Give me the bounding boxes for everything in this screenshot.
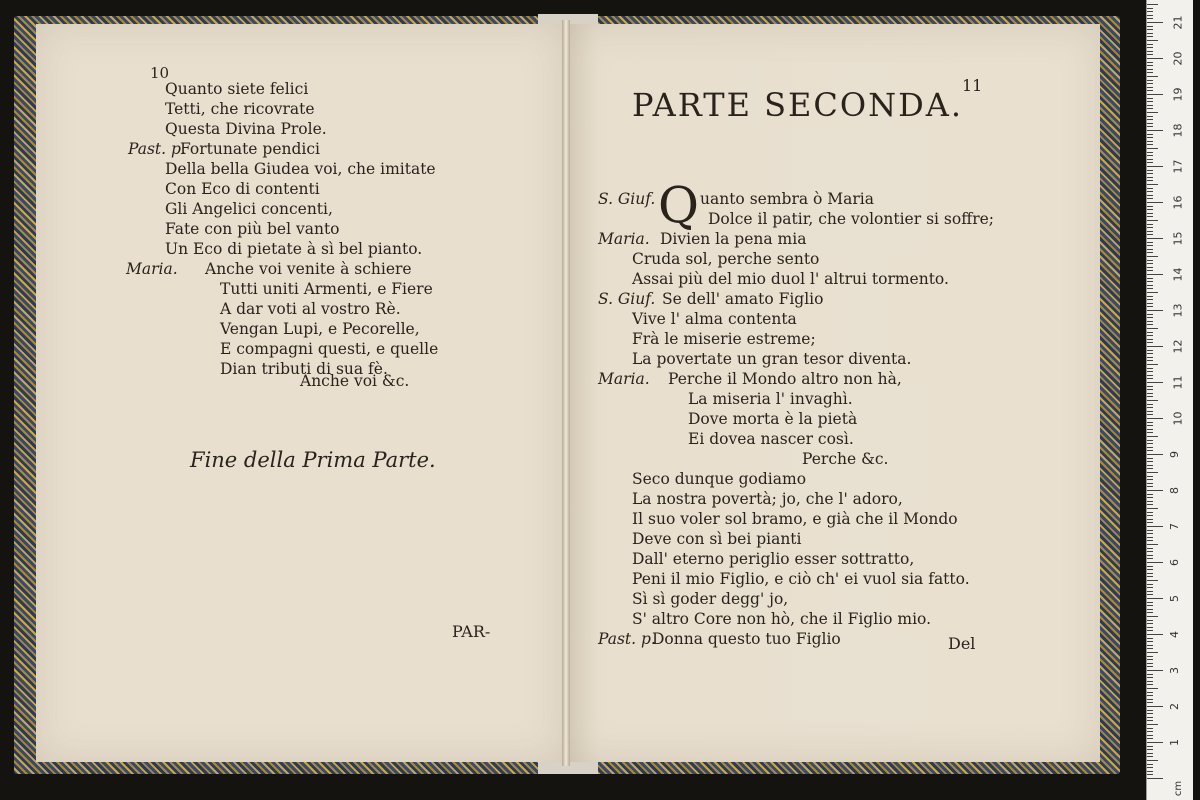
ruler-tick xyxy=(1147,537,1153,538)
ruler-tick xyxy=(1147,209,1153,210)
ruler-tick xyxy=(1147,551,1153,552)
right-page-number: 11 xyxy=(962,76,983,95)
ruler-tick xyxy=(1147,378,1153,379)
ruler-tick xyxy=(1147,126,1153,127)
ruler-tick xyxy=(1147,375,1153,376)
ruler-tick xyxy=(1147,476,1153,477)
verse-line: E compagni questi, e quelle xyxy=(220,340,439,358)
ruler-tick xyxy=(1147,461,1153,462)
verse-line: Sì sì goder degg' jo, xyxy=(632,590,789,608)
ruler-tick xyxy=(1147,612,1153,613)
ruler-label: 15 xyxy=(1171,231,1185,246)
ruler-tick xyxy=(1147,357,1153,358)
ruler-tick xyxy=(1147,573,1153,574)
ruler-tick xyxy=(1147,479,1153,480)
ruler-tick xyxy=(1147,33,1153,34)
verse-line: Della bella Giudea voi, che imitate xyxy=(165,160,436,178)
ruler-tick xyxy=(1147,40,1158,41)
ruler-label: 10 xyxy=(1171,411,1185,426)
ruler-tick xyxy=(1147,371,1153,372)
ruler-tick xyxy=(1147,634,1163,635)
ruler-label: 1 xyxy=(1168,739,1181,746)
ruler-tick xyxy=(1147,508,1158,509)
ruler-tick xyxy=(1147,602,1153,603)
ruler-tick xyxy=(1147,267,1153,268)
speaker-label: Past. p. xyxy=(128,140,186,158)
ruler-tick xyxy=(1147,303,1153,304)
ruler-tick xyxy=(1147,659,1153,660)
ruler-label: 17 xyxy=(1171,159,1185,174)
ruler-tick xyxy=(1147,213,1153,214)
ruler-tick xyxy=(1147,321,1153,322)
speaker-label: S. Giuf. xyxy=(598,190,656,208)
ruler-tick xyxy=(1147,490,1163,491)
ruler-tick xyxy=(1147,540,1153,541)
verse-line: Perche il Mondo altro non hà, xyxy=(668,370,902,388)
ruler-tick xyxy=(1147,188,1153,189)
verse-line: Dian tributi di sua fè. xyxy=(220,360,388,378)
left-page-number: 10 xyxy=(150,64,170,82)
verse-line: Anche voi venite à schiere xyxy=(205,260,412,278)
ruler-tick xyxy=(1147,353,1153,354)
verse-line: Frà le miserie estreme; xyxy=(632,330,816,348)
ruler-tick xyxy=(1147,292,1158,293)
ruler-tick xyxy=(1147,134,1153,135)
ruler-tick xyxy=(1147,335,1153,336)
verse-line: Dolce il patir, che volontier si soffre; xyxy=(708,210,995,228)
verse-line: Deve con sì bei pianti xyxy=(632,530,802,548)
ruler-tick xyxy=(1147,278,1153,279)
ruler-tick xyxy=(1147,468,1153,469)
ruler-tick xyxy=(1147,605,1153,606)
ruler-tick xyxy=(1147,112,1158,113)
ruler-tick xyxy=(1147,544,1158,545)
ruler-tick xyxy=(1147,130,1163,131)
ruler-tick xyxy=(1147,288,1153,289)
ruler-tick xyxy=(1147,623,1153,624)
ruler-tick xyxy=(1147,260,1153,261)
ruler-tick xyxy=(1147,674,1153,675)
ruler-tick xyxy=(1147,472,1158,473)
ruler-label: 19 xyxy=(1171,87,1185,102)
ruler-label: 6 xyxy=(1168,559,1181,566)
ruler-tick xyxy=(1147,69,1153,70)
ruler-tick xyxy=(1147,29,1153,30)
ruler-tick xyxy=(1147,155,1153,156)
ruler-tick xyxy=(1147,728,1153,729)
section-heading: PARTE SECONDA. xyxy=(632,86,964,124)
ruler-tick xyxy=(1147,594,1153,595)
ruler-tick xyxy=(1147,742,1163,743)
verse-line: Assai più del mio duol l' altrui tormento. xyxy=(632,270,949,288)
speaker-label: Maria. xyxy=(598,230,650,248)
ruler-tick xyxy=(1147,584,1153,585)
ruler-tick xyxy=(1147,407,1153,408)
ruler-tick xyxy=(1147,238,1163,239)
ruler-tick xyxy=(1147,105,1153,106)
ruler-label: 12 xyxy=(1171,339,1185,354)
speaker-label: Past. p. xyxy=(598,630,656,648)
ruler-tick xyxy=(1147,569,1153,570)
verse-line: Vengan Lupi, e Pecorelle, xyxy=(220,320,420,338)
ruler-tick xyxy=(1147,22,1163,23)
ruler-tick xyxy=(1147,332,1153,333)
ruler-tick xyxy=(1147,339,1153,340)
ruler-tick xyxy=(1147,724,1158,725)
left-catchword: PAR- xyxy=(452,622,491,641)
ruler-tick xyxy=(1147,98,1153,99)
ruler-tick xyxy=(1147,692,1153,693)
ruler-tick xyxy=(1147,648,1153,649)
ruler-label: 8 xyxy=(1168,487,1181,494)
ruler-tick xyxy=(1147,4,1158,5)
ruler-tick xyxy=(1147,756,1153,757)
ruler-tick xyxy=(1147,87,1153,88)
verse-line: La nostra povertà; jo, che l' adoro, xyxy=(632,490,903,508)
verse-line: Anche voi &c. xyxy=(300,372,410,390)
ruler-tick xyxy=(1147,483,1153,484)
ruler-tick xyxy=(1147,18,1153,19)
ruler-tick xyxy=(1147,173,1153,174)
ruler-tick xyxy=(1147,224,1153,225)
ruler-tick xyxy=(1147,227,1153,228)
ruler-tick xyxy=(1147,242,1153,243)
ruler-tick xyxy=(1147,486,1153,487)
ruler-tick xyxy=(1147,580,1158,581)
verse-line: La povertate un gran tesor diventa. xyxy=(632,350,912,368)
ruler-tick xyxy=(1147,123,1153,124)
part-closing: Fine della Prima Parte. xyxy=(190,448,436,472)
ruler-tick xyxy=(1147,526,1163,527)
drop-cap: Q xyxy=(658,176,699,234)
ruler-tick xyxy=(1147,465,1153,466)
verse-line: Cruda sol, perche sento xyxy=(632,250,820,268)
ruler-tick xyxy=(1147,198,1153,199)
ruler-tick xyxy=(1147,566,1153,567)
ruler-tick xyxy=(1147,72,1153,73)
ruler-tick xyxy=(1147,731,1153,732)
ruler-tick xyxy=(1147,609,1153,610)
verse-line: La miseria l' invaghì. xyxy=(688,390,853,408)
ruler-label: 7 xyxy=(1168,523,1181,530)
verse-line: Con Eco di contenti xyxy=(165,180,320,198)
ruler-tick xyxy=(1147,108,1153,109)
ruler-label: 18 xyxy=(1171,123,1185,138)
ruler-tick xyxy=(1147,738,1153,739)
ruler-tick xyxy=(1147,94,1163,95)
ruler-tick xyxy=(1147,389,1153,390)
ruler-tick xyxy=(1147,591,1153,592)
ruler-tick xyxy=(1147,450,1153,451)
ruler-tick xyxy=(1147,191,1153,192)
ruler-tick xyxy=(1147,162,1153,163)
ruler-tick xyxy=(1147,515,1153,516)
ruler-tick xyxy=(1147,720,1153,721)
ruler-tick xyxy=(1147,760,1158,761)
ruler-tick xyxy=(1147,558,1153,559)
ruler-tick xyxy=(1147,15,1153,16)
ruler-tick xyxy=(1147,386,1153,387)
ruler-tick xyxy=(1147,144,1153,145)
ruler-tick xyxy=(1147,101,1153,102)
ruler-tick xyxy=(1147,414,1153,415)
ruler-tick xyxy=(1147,497,1153,498)
ruler-tick xyxy=(1147,681,1153,682)
ruler-tick xyxy=(1147,713,1153,714)
speaker-label: Maria. xyxy=(126,260,178,278)
ruler-tick xyxy=(1147,630,1153,631)
ruler-tick xyxy=(1147,274,1163,275)
ruler-tick xyxy=(1147,422,1153,423)
ruler-label: 13 xyxy=(1171,303,1185,318)
ruler-tick xyxy=(1147,702,1153,703)
ruler-tick xyxy=(1147,148,1158,149)
ruler-tick xyxy=(1147,749,1153,750)
ruler-tick xyxy=(1147,753,1153,754)
ruler-tick xyxy=(1147,454,1163,455)
ruler-tick xyxy=(1147,429,1153,430)
ruler-tick xyxy=(1147,324,1153,325)
ruler-tick xyxy=(1147,396,1153,397)
ruler-tick xyxy=(1147,141,1153,142)
ruler-tick xyxy=(1147,51,1153,52)
ruler-tick xyxy=(1147,443,1153,444)
ruler-tick xyxy=(1147,666,1153,667)
ruler-tick xyxy=(1147,735,1153,736)
ruler-tick xyxy=(1147,195,1153,196)
ruler-tick xyxy=(1147,270,1153,271)
ruler-tick xyxy=(1147,346,1163,347)
verse-line: Questa Divina Prole. xyxy=(165,120,327,138)
ruler-label: 11 xyxy=(1171,375,1185,390)
ruler-tick xyxy=(1147,620,1153,621)
ruler-tick xyxy=(1147,616,1158,617)
ruler-label: 2 xyxy=(1168,703,1181,710)
ruler-tick xyxy=(1147,306,1153,307)
ruler-tick xyxy=(1147,425,1153,426)
ruler-tick xyxy=(1147,382,1163,383)
ruler-tick xyxy=(1147,670,1163,671)
verse-line: Un Eco di pietate à sì bel pianto. xyxy=(165,240,423,258)
ruler-tick xyxy=(1147,350,1153,351)
ruler-tick xyxy=(1147,26,1153,27)
verse-line: Dove morta è la pietà xyxy=(688,410,858,428)
verse-line: Tetti, che ricovrate xyxy=(165,100,315,118)
book-gutter xyxy=(562,20,570,766)
ruler-tick xyxy=(1147,83,1153,84)
ruler-tick xyxy=(1147,252,1153,253)
ruler-tick xyxy=(1147,717,1153,718)
ruler-tick xyxy=(1147,656,1153,657)
ruler-tick xyxy=(1147,116,1153,117)
ruler-tick xyxy=(1147,641,1153,642)
ruler-tick xyxy=(1147,627,1153,628)
ruler-tick xyxy=(1147,447,1153,448)
ruler-tick xyxy=(1147,530,1153,531)
verse-line: Gli Angelici concenti, xyxy=(165,200,333,218)
verse-line: Divien la pena mia xyxy=(660,230,807,248)
verse-line: Seco dunque godiamo xyxy=(632,470,807,488)
ruler-tick xyxy=(1147,548,1153,549)
ruler-tick xyxy=(1147,404,1153,405)
ruler-tick xyxy=(1147,458,1153,459)
ruler-tick xyxy=(1147,688,1158,689)
ruler-tick xyxy=(1147,778,1163,779)
verse-line: A dar voti al vostro Rè. xyxy=(220,300,401,318)
ruler-label: 21 xyxy=(1171,15,1185,30)
ruler-tick xyxy=(1147,555,1153,556)
ruler-tick xyxy=(1147,645,1153,646)
ruler-tick xyxy=(1147,76,1158,77)
speaker-label: Maria. xyxy=(598,370,650,388)
ruler-tick xyxy=(1147,562,1163,563)
ruler-tick xyxy=(1147,638,1153,639)
ruler-tick xyxy=(1147,764,1153,765)
ruler-tick xyxy=(1147,47,1153,48)
verse-line: Ei dovea nascer così. xyxy=(688,430,854,448)
ruler-tick xyxy=(1147,501,1153,502)
ruler-tick xyxy=(1147,234,1153,235)
ruler-tick xyxy=(1147,137,1153,138)
ruler-tick xyxy=(1147,418,1163,419)
ruler-tick xyxy=(1147,695,1153,696)
ruler-tick xyxy=(1147,62,1153,63)
ruler-tick xyxy=(1147,152,1153,153)
ruler-tick xyxy=(1147,706,1163,707)
ruler-tick xyxy=(1147,684,1153,685)
ruler-tick xyxy=(1147,494,1153,495)
speaker-label: S. Giuf. xyxy=(598,290,656,308)
ruler-label: 3 xyxy=(1168,667,1181,674)
ruler-tick xyxy=(1147,231,1153,232)
ruler-tick xyxy=(1147,159,1153,160)
verse-line: S' altro Core non hò, che il Figlio mio. xyxy=(632,610,932,628)
ruler-tick xyxy=(1147,202,1163,203)
ruler-tick xyxy=(1147,411,1153,412)
verse-line: Dall' eterno periglio esser sottratto, xyxy=(632,550,915,568)
ruler-tick xyxy=(1147,652,1158,653)
ruler-tick xyxy=(1147,360,1153,361)
ruler-tick xyxy=(1147,8,1153,9)
ruler-tick xyxy=(1147,746,1153,747)
ruler-tick xyxy=(1147,576,1153,577)
ruler-tick xyxy=(1147,436,1158,437)
ruler-tick xyxy=(1147,767,1153,768)
ruler-label: 16 xyxy=(1171,195,1185,210)
ruler-tick xyxy=(1147,11,1153,12)
ruler-tick xyxy=(1147,677,1153,678)
ruler-label: 9 xyxy=(1168,451,1181,458)
verse-line: Vive l' alma contenta xyxy=(632,310,797,328)
ruler-tick xyxy=(1147,249,1153,250)
ruler-tick xyxy=(1147,328,1158,329)
ruler-tick xyxy=(1147,710,1153,711)
verse-line: Quanto siete felici xyxy=(165,80,309,98)
ruler-tick xyxy=(1147,440,1153,441)
ruler-tick xyxy=(1147,771,1153,772)
ruler-tick xyxy=(1147,90,1153,91)
ruler-tick xyxy=(1147,245,1153,246)
verse-line: Se dell' amato Figlio xyxy=(662,290,824,308)
ruler-tick xyxy=(1147,44,1153,45)
verse-line: Fortunate pendici xyxy=(180,140,321,158)
ruler-tick xyxy=(1147,281,1153,282)
ruler-tick xyxy=(1147,206,1153,207)
ruler-tick xyxy=(1147,587,1153,588)
verse-line: Peni il mio Figlio, e ciò ch' ei vuol sia fatto. xyxy=(632,570,970,588)
verse-line: Fate con più bel vanto xyxy=(165,220,340,238)
ruler-tick xyxy=(1147,180,1153,181)
ruler-tick xyxy=(1147,119,1153,120)
ruler-tick xyxy=(1147,364,1158,365)
ruler-label: 20 xyxy=(1171,51,1185,66)
ruler-tick xyxy=(1147,299,1153,300)
ruler-tick xyxy=(1147,432,1153,433)
verse-line: Tutti uniti Armenti, e Fiere xyxy=(220,280,433,298)
ruler-tick xyxy=(1147,519,1153,520)
ruler-tick xyxy=(1147,310,1163,311)
verse-line: Il suo voler sol bramo, e già che il Mondo xyxy=(632,510,958,528)
ruler-tick xyxy=(1147,263,1153,264)
ruler-label: 4 xyxy=(1168,631,1181,638)
right-catchword: Del xyxy=(948,634,976,653)
ruler-tick xyxy=(1147,368,1153,369)
ruler-tick xyxy=(1147,285,1153,286)
ruler-tick xyxy=(1147,314,1153,315)
ruler-tick xyxy=(1147,400,1158,401)
ruler-tick xyxy=(1147,65,1153,66)
ruler-tick xyxy=(1147,342,1153,343)
ruler-tick xyxy=(1147,184,1158,185)
ruler-tick xyxy=(1147,512,1153,513)
ruler-tick xyxy=(1147,774,1153,775)
ruler-tick xyxy=(1147,317,1153,318)
ruler-tick xyxy=(1147,699,1153,700)
ruler-tick xyxy=(1147,393,1153,394)
verse-line: uanto sembra ò Maria xyxy=(700,190,874,208)
ruler-tick xyxy=(1147,80,1153,81)
ruler-label: 14 xyxy=(1171,267,1185,282)
verse-line: Perche &c. xyxy=(802,450,889,468)
ruler-tick xyxy=(1147,598,1163,599)
ruler-tick xyxy=(1147,504,1153,505)
measurement-ruler xyxy=(1146,0,1193,800)
ruler-tick xyxy=(1147,522,1153,523)
ruler-tick xyxy=(1147,216,1153,217)
ruler-unit: cm xyxy=(1173,780,1185,797)
ruler-tick xyxy=(1147,54,1153,55)
ruler-label: 5 xyxy=(1168,595,1181,602)
ruler-tick xyxy=(1147,177,1153,178)
ruler-tick xyxy=(1147,220,1158,221)
verse-line: Donna questo tuo Figlio xyxy=(652,630,841,648)
ruler-tick xyxy=(1147,256,1158,257)
ruler-tick xyxy=(1147,663,1153,664)
ruler-tick xyxy=(1147,166,1163,167)
ruler-tick xyxy=(1147,533,1153,534)
ruler-tick xyxy=(1147,170,1153,171)
ruler-tick xyxy=(1147,36,1153,37)
ruler-tick xyxy=(1147,58,1163,59)
ruler-tick xyxy=(1147,296,1153,297)
